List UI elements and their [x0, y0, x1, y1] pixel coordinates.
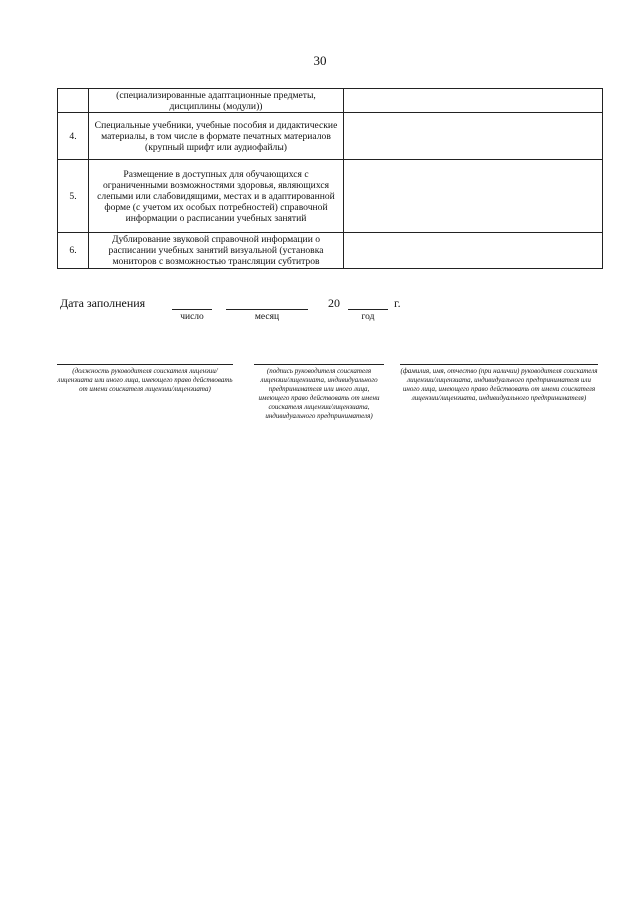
row-number [58, 89, 89, 113]
date-label: Дата заполнения [60, 296, 146, 310]
month-caption: месяц [254, 312, 280, 322]
row-value-cell [344, 89, 603, 113]
page-number: 30 [313, 53, 327, 68]
day-field[interactable] [172, 297, 212, 310]
signature-line[interactable] [254, 364, 384, 365]
requirements-table [57, 88, 603, 269]
row-description: (специализированные адаптационные предметы, дисциплины (модули)) [89, 89, 344, 113]
signature-block-position [57, 364, 233, 394]
signature-block-sign [254, 364, 384, 421]
table-row [58, 89, 603, 113]
row-value-cell [344, 160, 603, 233]
month-field[interactable] [226, 297, 308, 310]
year-suffix: г. [394, 296, 401, 310]
row-description: Дублирование звуковой справочной информации о расписании учебных занятий визуальной (установка мониторов с возможностью трансляции субтитров [89, 233, 344, 269]
fill-date [60, 296, 620, 328]
row-value-cell [344, 233, 603, 269]
year-century: 20 [328, 296, 340, 310]
table-row [58, 160, 603, 233]
row-value-cell [344, 113, 603, 160]
row-description: Специальные учебники, учебные пособия и дидактические материалы, в том числе в формате печатных материалов (крупный шрифт или аудиофайлы) [89, 113, 344, 160]
table-row [58, 233, 603, 269]
table-row [58, 113, 603, 160]
year-field[interactable] [348, 297, 388, 310]
year-caption: год [361, 312, 375, 322]
signature-block-name [400, 364, 598, 403]
signature-caption: (подпись руководителя соискателя лицензии/лицензиата, индивидуального предпринимателя или иного лица, имеющего право действовать от имени соискателя лицензии/лицензиата, индивидуального предпринимателя) [258, 367, 380, 420]
row-number: 4. [58, 113, 89, 160]
position-line[interactable] [57, 364, 233, 365]
name-line[interactable] [400, 364, 598, 365]
row-number: 5. [58, 160, 89, 233]
row-description: Размещение в доступных для обучающихся с ограниченными возможностями здоровья, являющихся слепыми или слабовидящими, местах и в адаптированной форме (с учетом их особых потребностей) справочной информации о расписании учебных занятий [89, 160, 344, 233]
row-number: 6. [58, 233, 89, 269]
day-caption: число [180, 312, 204, 322]
name-caption: (фамилия, имя, отчество (при наличии) руководителя соискателя лицензии/лицензиата, индивидуального предпринимателя или иного лица, имеющего право действовать от имени соискателя лицензии/лицензиата, индивидуального предпринимателя) [400, 367, 598, 402]
position-caption: (должность руководителя соискателя лицензии/лицензиата или иного лица, имеющего право действовать от имени соискателя лицензии/лицензиата) [57, 367, 233, 393]
